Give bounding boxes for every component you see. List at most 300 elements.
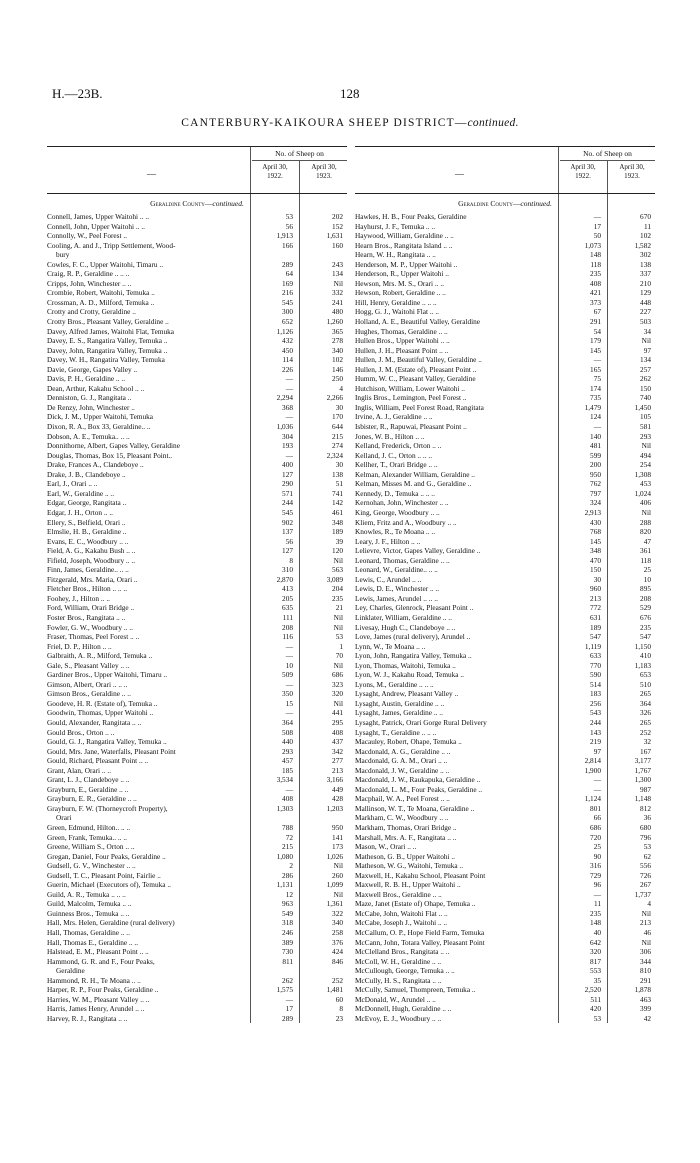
owner-name-address: Livesay, Hugh C., Clandeboye .. .. (355, 622, 456, 632)
owner-name-address: Hughes, Thomas, Geraldine .. .. (355, 326, 448, 336)
sheep-count-1922: 408 (282, 794, 293, 804)
sheep-count-1923: 3,089 (326, 574, 343, 584)
table-row (47, 747, 347, 757)
sheep-count-1922: 304 (282, 431, 293, 441)
table-row (47, 546, 347, 556)
table-row (47, 756, 347, 766)
table-row (355, 508, 655, 518)
sheep-count-1922: 148 (590, 918, 601, 928)
owner-name-address: Evans, E. C., Woodbury .. .. (47, 536, 129, 546)
owner-name-address: McDonald, W., Arundel .. .. (355, 994, 436, 1004)
sheep-count-1923: 30 (335, 402, 343, 412)
table-row (47, 365, 347, 375)
sheep-count-1922: 772 (590, 603, 601, 613)
owner-name-address: McCully, H. S., Rangitata .. .. (355, 975, 442, 985)
owner-name-address: bury (56, 250, 70, 260)
owner-name-address: Grant, L. J., Clandeboye .. .. (47, 775, 130, 785)
owner-name-address: Hewson, Robert, Geraldine .. .. (355, 288, 446, 298)
table-row (47, 298, 347, 308)
sheep-count-1923: 252 (640, 727, 651, 737)
owner-name-address: Hammond, G. R. and F., Four Peaks, (47, 956, 155, 966)
sheep-count-1922: — (285, 651, 293, 661)
sheep-count-1923: 227 (640, 307, 651, 317)
table-row (47, 212, 347, 222)
owner-name-address: Matheson, W. G., Waitohi, Temuka .. (355, 861, 464, 871)
owner-name-address: Crotty and Crotty, Geraldine .. (47, 307, 136, 317)
owner-name-address: Crossman, A. D., Milford, Temuka .. (47, 297, 155, 307)
sheep-count-1923: 510 (640, 679, 651, 689)
sheep-count-1923: 262 (640, 374, 651, 384)
table-row (355, 728, 655, 738)
sheep-count-1922: — (285, 994, 293, 1004)
sheep-count-1922: 788 (282, 823, 293, 832)
sheep-count-1922: 350 (282, 689, 293, 699)
owner-name-address: Lysaght, Austin, Geraldine .. .. (355, 698, 445, 708)
sheep-count-1922: 770 (590, 660, 601, 670)
owner-name-address: Kellher, T., Orari Bridge .. .. (355, 460, 438, 470)
owner-name-address: Mallinson, W. T., Te Moana, Geraldine .. (355, 803, 475, 813)
sheep-count-1922: 116 (282, 632, 293, 642)
table-row (355, 594, 655, 604)
document-reference: H.—23B. (52, 86, 103, 101)
table-row (355, 556, 655, 566)
sheep-count-1922: 633 (590, 651, 601, 661)
table-row (355, 918, 655, 928)
owner-name-address: Ford, William, Orari Bridge .. (47, 603, 135, 613)
sheep-count-1923: 494 (640, 450, 651, 460)
owner-name-address: Kernohan, John, Winchester .. .. (355, 498, 449, 508)
sheep-count-1923: Nil (333, 612, 343, 622)
owner-name-address: Markham, C. W., Woodbury .. .. (355, 813, 449, 823)
sheep-count-1923: 258 (332, 928, 343, 938)
owner-name-address: Donnithorne, Albert, Gapes Valley, Geraldine (47, 441, 180, 451)
sheep-count-1923: 53 (335, 632, 343, 642)
sheep-count-1922: 735 (590, 393, 601, 403)
sheep-count-1922: 226 (282, 364, 293, 374)
table-row (47, 565, 347, 575)
sheep-count-1922: 2,814 (584, 756, 601, 766)
table-row (355, 460, 655, 470)
sheep-count-1922: 183 (590, 689, 601, 699)
sheep-count-1922: 950 (590, 469, 601, 479)
sheep-count-1922: 1,124 (584, 794, 601, 804)
owner-name-address: Grayburn, E. R., Geraldine .. .. (47, 794, 137, 804)
table-row (47, 642, 347, 652)
table-row (355, 642, 655, 652)
owner-name-address: Geraldine (56, 966, 85, 976)
sheep-count-1922: — (285, 708, 293, 718)
table-row (47, 813, 347, 823)
sheep-count-1923: 449 (332, 784, 343, 794)
sheep-count-1922: 963 (282, 899, 293, 909)
sheep-count-1923: 53 (643, 842, 651, 852)
owner-name-address: McCullough, George, Temuka .. .. (355, 966, 455, 976)
sheep-count-1923: 740 (640, 393, 651, 403)
owner-name-address: Gould, Alexander, Rangitata .. .. (47, 717, 142, 727)
sheep-count-1922: — (593, 889, 601, 899)
sheep-count-group-header: No. of Sheep on (560, 148, 655, 161)
sheep-count-1923: 1,631 (326, 231, 343, 241)
sheep-count-1922: — (593, 212, 601, 221)
sheep-count-1922: 11 (593, 899, 601, 909)
owner-name-address: Dick, J. M., Upper Waitohi, Temuka (47, 412, 154, 422)
sheep-count-1923: 365 (332, 326, 343, 336)
sheep-count-1922: 400 (282, 460, 293, 470)
sheep-count-1922: 549 (282, 908, 293, 918)
sheep-count-1923: 97 (643, 345, 651, 355)
table-row (355, 222, 655, 232)
sheep-count-1923: 1,481 (326, 985, 343, 995)
sheep-count-1922: 235 (590, 908, 601, 918)
sheep-count-1923: 461 (332, 507, 343, 517)
sheep-count-1923: 62 (643, 851, 651, 861)
table-row (355, 432, 655, 442)
table-row (355, 670, 655, 680)
owner-name-address: Fitzgerald, Mrs. Maria, Orari .. (47, 574, 138, 584)
table-row (47, 680, 347, 690)
sheep-count-1922: 440 (282, 737, 293, 747)
sheep-count-1923: 448 (640, 297, 651, 307)
sheep-count-1923: 293 (640, 431, 651, 441)
sheep-count-1922: 244 (590, 717, 601, 727)
owner-name-address: Lewis, C., Arundel .. .. (355, 574, 422, 584)
sheep-count-1922: 66 (593, 813, 601, 823)
table-row (47, 250, 347, 260)
sheep-count-1923: 1,150 (634, 641, 651, 651)
table-row (355, 794, 655, 804)
table-row (47, 947, 347, 957)
sheep-count-1923: 1,026 (326, 851, 343, 861)
owner-name-address: King, George, Woodbury .. .. (355, 507, 440, 517)
sheep-count-1923: 320 (332, 689, 343, 699)
table-row (47, 384, 347, 394)
table-row (355, 336, 655, 346)
owner-name-address: Earl, J., Orari .. .. (47, 479, 98, 489)
sheep-count-1922: 1,479 (584, 402, 601, 412)
table-row (355, 451, 655, 461)
owner-name-address: Macdonald, G. A. M., Orari .. .. (355, 756, 448, 766)
sheep-count-1922: 174 (590, 383, 601, 393)
sheep-count-1922: 127 (282, 469, 293, 479)
table-row (355, 737, 655, 747)
sheep-count-1923: Nil (333, 622, 343, 632)
sheep-count-1922: 67 (593, 307, 601, 317)
owner-name-address: Macdonald, L. M., Four Peaks, Geraldine .. (355, 784, 483, 794)
owner-name-address: Hammond, R. H., Te Moana .. .. (47, 975, 141, 985)
sheep-count-1922: — (285, 641, 293, 651)
table-row (47, 451, 347, 461)
table-row (47, 307, 347, 317)
owner-name-address: Lyon, W. J., Kakahu Road, Temuka .. (355, 670, 464, 680)
owner-name-address: Marshall, Mrs. A. F., Rangitata .. .. (355, 832, 457, 842)
sheep-count-1922: 652 (282, 317, 293, 327)
sheep-count-1922: 2,870 (276, 574, 293, 584)
sheep-count-1922: 35 (593, 975, 601, 985)
sheep-count-1922: 72 (285, 832, 293, 842)
owner-name-address: Hogg, G. J., Waitohi Flat .. .. (355, 307, 440, 317)
owner-name-address: Gould, G. J., Rangatira Valley, Temuka .. (47, 737, 167, 747)
sheep-count-1922: 2,520 (584, 985, 601, 995)
table-row (47, 852, 347, 862)
sheep-count-1923: 2,266 (326, 393, 343, 403)
owner-name-address: Connell, John, Upper Waitohi .. .. (47, 221, 145, 231)
table-row (47, 393, 347, 403)
sheep-count-1922: 1,073 (584, 240, 601, 250)
owner-name-address: Goodeve, H. R. (Estate of), Temuka .. (47, 698, 158, 708)
table-row (355, 327, 655, 337)
sheep-count-1922: 1,080 (276, 851, 293, 861)
table-row (47, 556, 347, 566)
table-row (355, 1004, 655, 1014)
sheep-count-1923: 410 (640, 651, 651, 661)
owner-name-address: Harper, R. P., Four Peaks, Geraldine .. (47, 985, 159, 995)
sheep-count-1923: 680 (640, 823, 651, 832)
sheep-count-1923: 23 (335, 1013, 343, 1023)
sheep-count-1922: 97 (593, 746, 601, 756)
sheep-count-1922: 509 (282, 670, 293, 680)
owner-name-address: Harris, James Henry, Arundel .. .. (47, 1004, 145, 1014)
sheep-count-1923: 150 (640, 383, 651, 393)
left-column (47, 146, 347, 1023)
sheep-count-1923: 30 (335, 460, 343, 470)
table-row (355, 966, 655, 976)
owner-name-address: Hall, Thomas E., Geraldine .. .. (47, 937, 139, 947)
year-1922-header: April 30, 1922. (262, 163, 288, 180)
sheep-count-1923: 11 (643, 221, 651, 231)
sheep-count-1922: 205 (282, 593, 293, 603)
sheep-count-1923: 1,203 (326, 803, 343, 813)
owner-name-address: Lysaght, Patrick, Orari Gorge Rural Delivery (355, 717, 487, 727)
sheep-count-1922: — (285, 374, 293, 384)
table-row (355, 346, 655, 356)
sheep-count-1922: 508 (282, 727, 293, 737)
sheep-count-1923: 302 (640, 250, 651, 260)
sheep-count-1922: 1,119 (584, 641, 601, 651)
sheep-count-1922: 811 (282, 956, 293, 966)
owner-name-address: Foster Bros., Rangitata .. .. (47, 612, 126, 622)
sheep-count-1922: 511 (590, 994, 601, 1004)
sheep-count-1923: 686 (332, 670, 343, 680)
sheep-count-1922: 430 (590, 517, 601, 527)
owner-name-address: Davie, George, Gapes Valley .. (47, 364, 138, 374)
owner-name-address: Matheson, G. B., Upper Waitohi .. (355, 851, 456, 861)
owner-name-address: Davey, John, Rangatira Valley, Temuka .. (47, 345, 168, 355)
owner-name-address: Connell, James, Upper Waitohi .. .. (47, 212, 150, 221)
sheep-count-1922: 364 (282, 717, 293, 727)
sheep-count-1923 (298, 813, 347, 823)
sheep-count-1923: 138 (332, 469, 343, 479)
sheep-count-1923: 129 (640, 288, 651, 298)
sheep-count-1922: 50 (593, 231, 601, 241)
sheep-count-1923: 810 (640, 966, 651, 976)
owner-name-address: Macauley, Robert, Ohape, Temuka .. (355, 737, 462, 747)
sheep-count-1922: 17 (285, 1004, 293, 1014)
sheep-count-1923: 252 (332, 975, 343, 985)
sheep-count-1923: 322 (332, 908, 343, 918)
sheep-count-1922: 545 (282, 297, 293, 307)
owner-name-address: Davey, Alfred James, Waitohi Flat, Temuka (47, 326, 175, 336)
sheep-count-1922: 114 (282, 355, 293, 365)
sheep-count-1922: 165 (590, 364, 601, 374)
sheep-count-1922 (253, 966, 299, 976)
owner-name-address: Ellery, S., Belfield, Orari .. (47, 517, 126, 527)
table-row (47, 575, 347, 585)
sheep-count-1922: 124 (590, 412, 601, 422)
table-row (355, 708, 655, 718)
table-row (355, 804, 655, 814)
owner-name-address: Gould, Richard, Pleasant Point .. .. (47, 756, 149, 766)
table-row (355, 384, 655, 394)
owner-name-address: De Renzy, John, Winchester .. (47, 402, 135, 412)
sheep-count-1923: 51 (335, 479, 343, 489)
sheep-count-1922: 111 (282, 612, 293, 622)
sheep-count-1923: Nil (333, 698, 343, 708)
table-row (355, 241, 655, 251)
table-row (47, 1004, 347, 1014)
owner-name-address: Hullen, J. M. (Estate of), Pleasant Point .. (355, 364, 477, 374)
table-row (355, 403, 655, 413)
table-row (355, 441, 655, 451)
sheep-count-1923: 3,166 (326, 775, 343, 785)
owner-name-address: Friel, D. P., Hilton .. .. (47, 641, 112, 651)
owner-name-address: McDonnell, Hugh, Geraldine .. .. (355, 1004, 452, 1014)
sheep-count-1923: 846 (332, 956, 343, 966)
owner-name-address: Edgar, J. H., Orton .. .. (47, 507, 113, 517)
owner-name-address: Kelland, J. C., Orton .. .. .. (355, 450, 433, 460)
table-row (355, 689, 655, 699)
table-row (47, 441, 347, 451)
table-row (47, 833, 347, 843)
table-row (355, 680, 655, 690)
sheep-count-1922: 169 (282, 278, 293, 288)
table-row (47, 737, 347, 747)
table-row (47, 470, 347, 480)
table-row (355, 976, 655, 986)
sheep-count-1922: 2,294 (276, 393, 293, 403)
sheep-count-1923: 265 (640, 717, 651, 727)
sheep-count-1923: 364 (640, 698, 651, 708)
table-row (355, 231, 655, 241)
sheep-count-1922: 1,131 (276, 880, 293, 890)
sheep-count-1923: 105 (640, 412, 651, 422)
sheep-count-1923: 1 (339, 641, 343, 651)
table-row (47, 794, 347, 804)
table-row (355, 899, 655, 909)
owner-name-address: Guerin, Michael (Executors of), Temuka .. (47, 880, 171, 890)
sheep-count-1922: 40 (593, 928, 601, 938)
sheep-count-1922: — (285, 784, 293, 794)
owner-name-address: Crombie, Robert, Waitohi, Temuka .. (47, 288, 155, 298)
sheep-count-1923: 796 (640, 832, 651, 842)
sheep-count-1923: 141 (332, 832, 343, 842)
sheep-count-1923: 265 (640, 689, 651, 699)
sheep-count-1922: — (285, 383, 293, 393)
sheep-count-1923: 235 (640, 622, 651, 632)
sheep-count-1922: 635 (282, 603, 293, 613)
sheep-count-1922: 373 (590, 297, 601, 307)
table-row (355, 546, 655, 556)
owner-name-address: Davis, P. H., Geraldine .. .. (47, 374, 126, 384)
sheep-count-1923: 441 (332, 708, 343, 718)
sheep-count-1922: 291 (590, 317, 601, 327)
sheep-count-1923: 46 (643, 928, 651, 938)
sheep-count-1922: — (593, 422, 601, 432)
table-row (355, 260, 655, 270)
sheep-count-1923: 120 (332, 546, 343, 556)
table-row (47, 804, 347, 814)
owner-name-address: Elmslie, H. B., Geraldine .. (47, 527, 127, 537)
table-row (355, 957, 655, 967)
sheep-count-1922: 8 (289, 555, 293, 565)
sheep-count-1923: 1,767 (634, 765, 651, 775)
sheep-count-1922: 96 (593, 880, 601, 890)
table-row (47, 728, 347, 738)
sheep-count-1922: 432 (282, 336, 293, 346)
table-row (47, 985, 347, 995)
table-row (47, 938, 347, 948)
table-row (355, 307, 655, 317)
title-main: CANTERBURY-KAIKOURA SHEEP DISTRICT— (181, 117, 468, 129)
owner-name-address: Crotty Bros., Pleasant Valley, Geraldine .. (47, 317, 169, 327)
owner-name-address: Cowles, F. C., Upper Waitohi, Timaru .. (47, 259, 164, 269)
table-row (47, 775, 347, 785)
owner-name-address: Kliem, Fritz and A., Woodbury .. .. (355, 517, 457, 527)
table-row (355, 603, 655, 613)
owner-name-address: Gimson, Albert, Orari .. .. .. (47, 679, 128, 689)
table-row (355, 661, 655, 671)
table-row (355, 393, 655, 403)
sheep-count-1923: 142 (332, 498, 343, 508)
owner-name-address: Gould Bros., Orton .. .. (47, 727, 115, 737)
sheep-count-1923: 1,361 (326, 899, 343, 909)
sheep-count-1922: 817 (590, 956, 601, 966)
owner-name-address: Hall, Mrs. Helen, Geraldine (rural delivery) (47, 918, 175, 928)
sheep-count-1923: 676 (640, 612, 651, 622)
table-row (47, 909, 347, 919)
sheep-count-1922: 143 (590, 727, 601, 737)
table-row (47, 976, 347, 986)
owner-name-address: Henderson, M. P., Upper Waitohi .. (355, 259, 458, 269)
sheep-count-1923: Nil (641, 441, 651, 451)
owner-name-address: Cripps, John, Winchester .. .. (47, 278, 132, 288)
table-row (355, 537, 655, 547)
sheep-count-1922: 193 (282, 441, 293, 451)
sheep-count-1923: 581 (640, 422, 651, 432)
table-row (355, 288, 655, 298)
right-column (355, 146, 655, 1023)
owner-name-address: Fraser, Thomas, Peel Forest .. .. (47, 632, 140, 642)
table-row (47, 651, 347, 661)
sheep-count-1922: 246 (282, 928, 293, 938)
sheep-count-1923: 1,260 (326, 317, 343, 327)
sheep-count-1923: 337 (640, 269, 651, 279)
sheep-count-1923: 1,024 (634, 488, 651, 498)
table-row (355, 995, 655, 1005)
sheep-count-1922: 762 (590, 479, 601, 489)
sheep-count-1922: 185 (282, 765, 293, 775)
table-row (47, 880, 347, 890)
table-row (47, 537, 347, 547)
sheep-count-1922: 200 (590, 460, 601, 470)
sheep-count-1923 (298, 250, 347, 260)
owner-name-address: McClelland Bros., Rangitata .. .. (355, 947, 450, 957)
sheep-count-1922: 56 (285, 536, 293, 546)
sheep-count-1922: 10 (285, 660, 293, 670)
sheep-count-1922: 1,900 (584, 765, 601, 775)
owner-name-address: Holland, A. E., Beautiful Valley, Geraldine (355, 317, 481, 327)
sheep-count-1923: 428 (332, 794, 343, 804)
owner-name-address: Henderson, R., Upper Waitohi .. (355, 269, 449, 279)
